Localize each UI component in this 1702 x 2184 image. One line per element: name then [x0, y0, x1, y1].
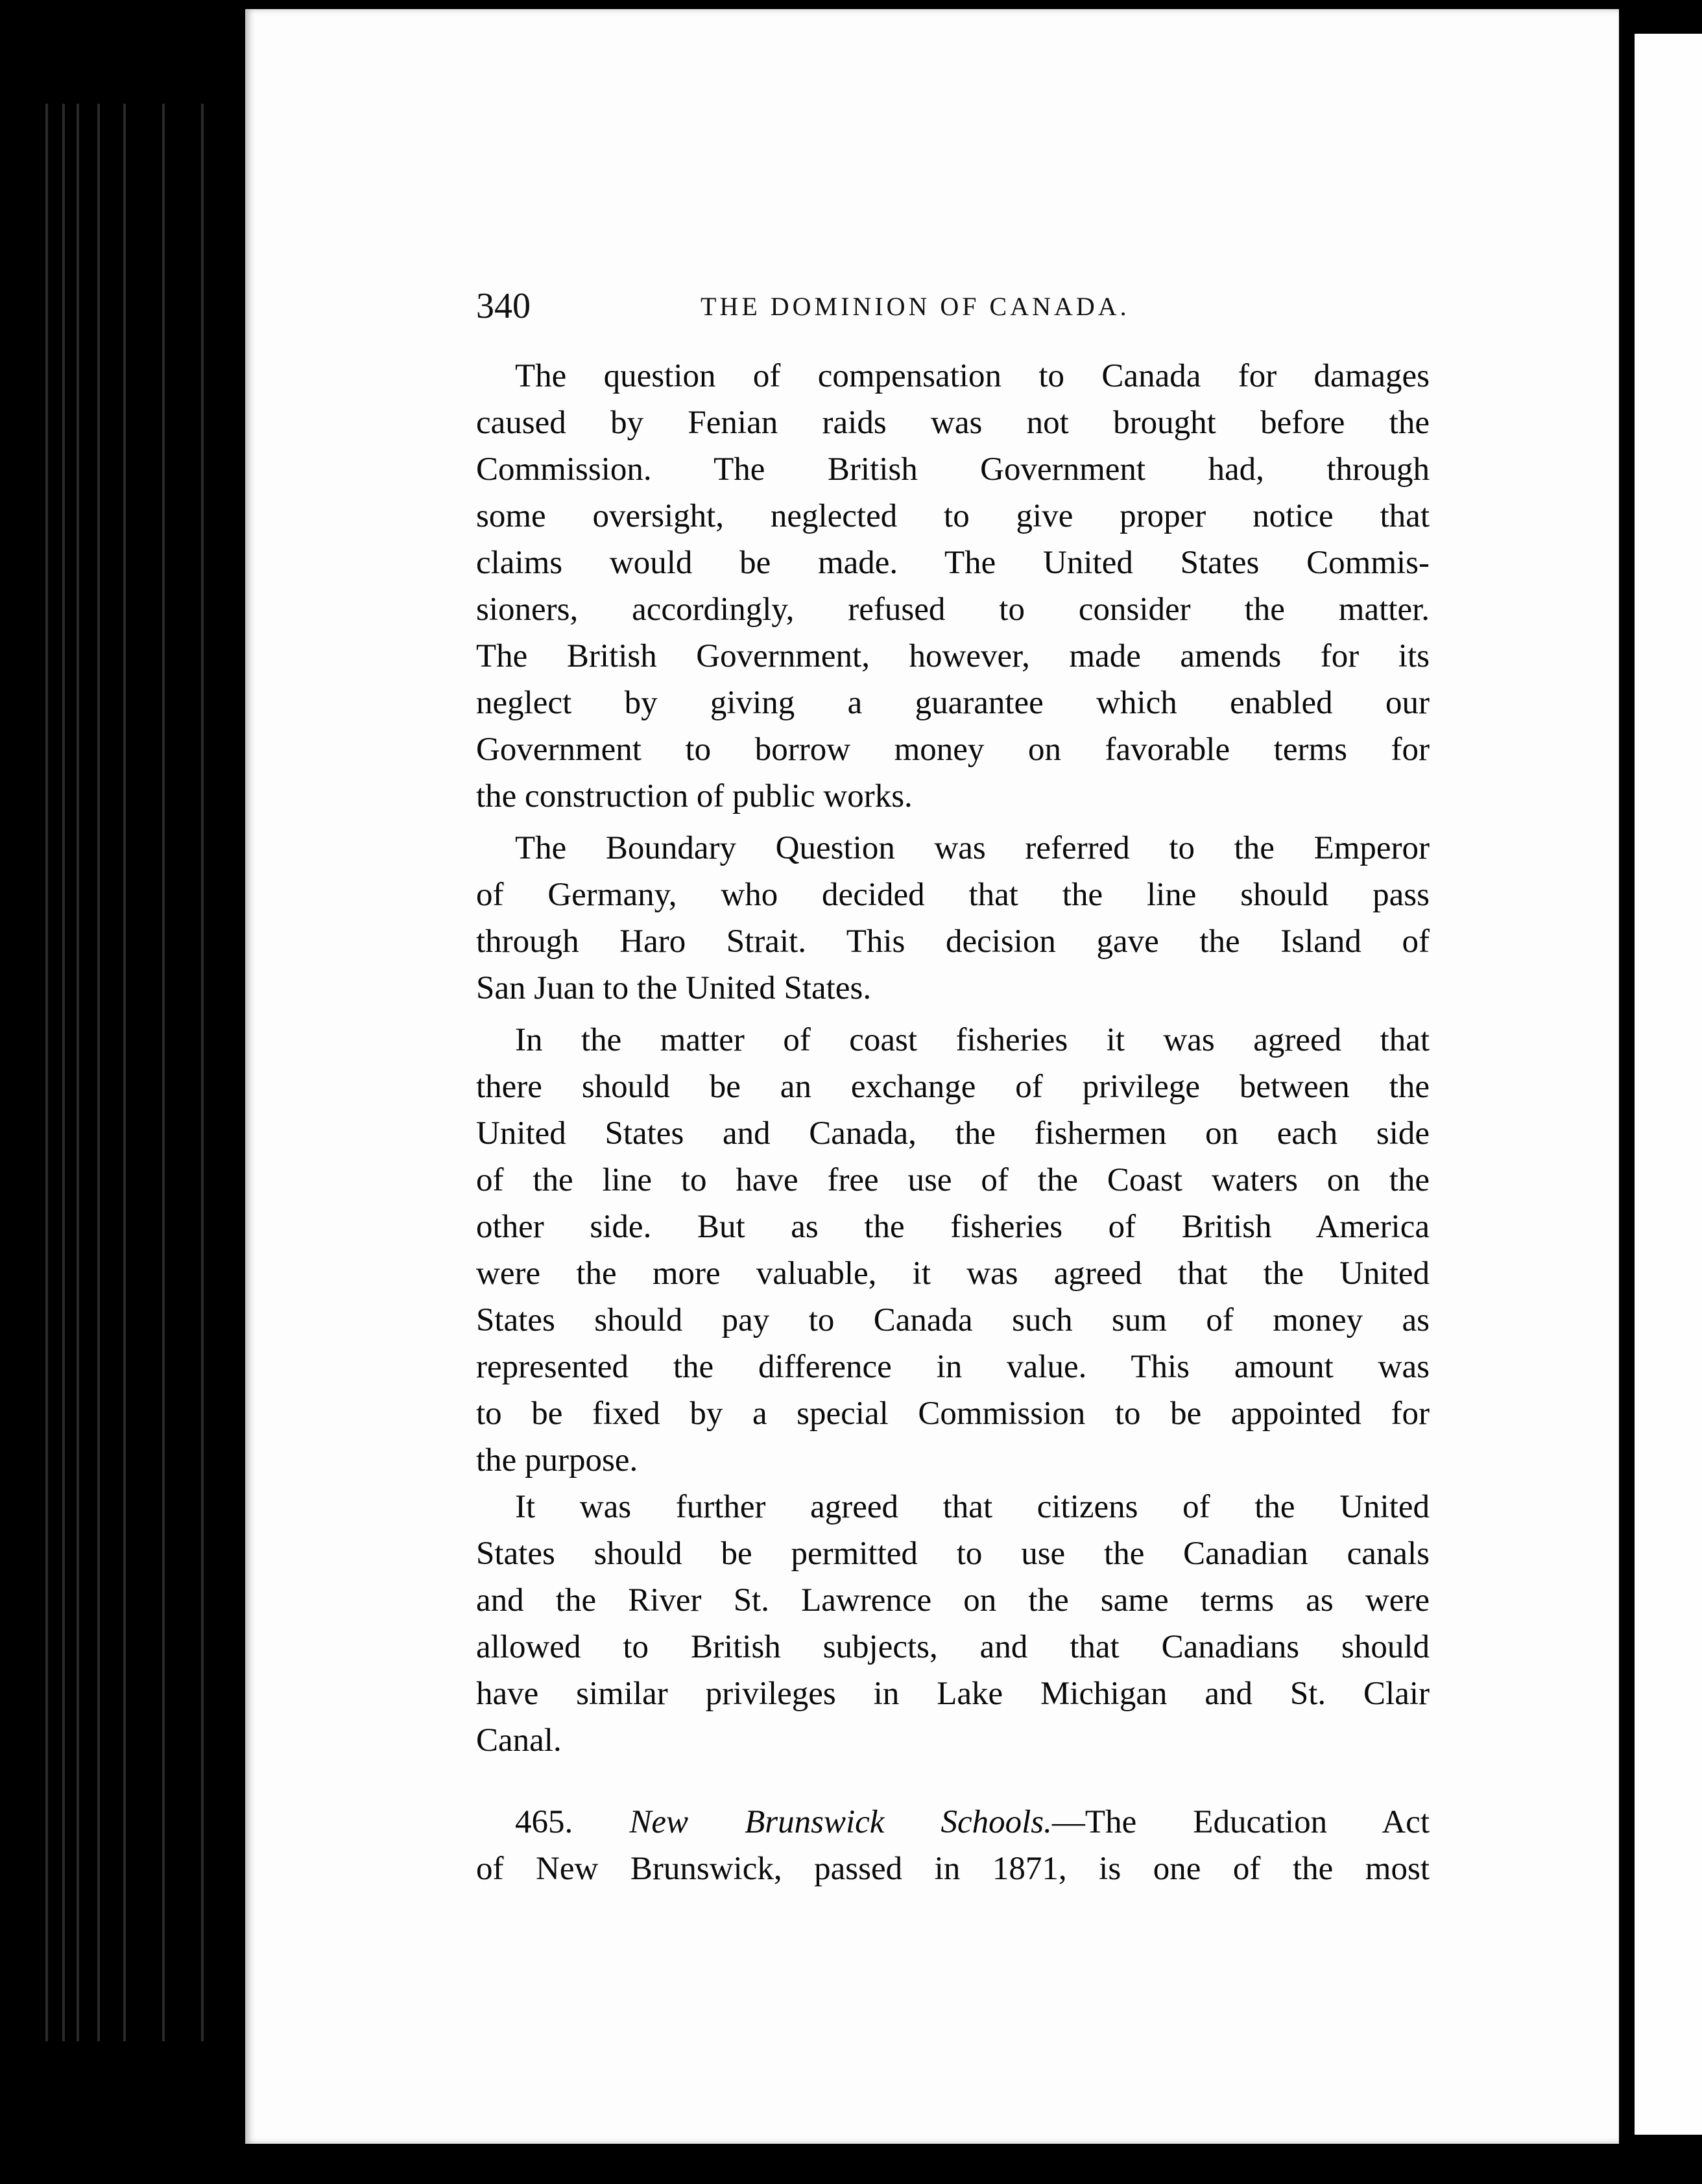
text-line: other side. But as the fisheries of British America [476, 1209, 1430, 1245]
section-465 [476, 1799, 1430, 1892]
running-title: THE DOMINION OF CANADA. [701, 292, 1130, 321]
page-edge-line [201, 104, 204, 2041]
text-line: sioners, accordingly, refused to consider the matter. [476, 591, 1430, 628]
text-line: to be fixed by a special Commission to be appointed for [476, 1395, 1430, 1432]
section-number: 465. [515, 1804, 573, 1840]
text-line: Commission. The British Government had, through [476, 451, 1430, 488]
page-number: 340 [476, 286, 531, 326]
text-line: the construction of public works. [476, 778, 913, 814]
text-line: the purpose. [476, 1442, 638, 1478]
text-line: of New Brunswick, passed in 1871, is one of the most [476, 1851, 1430, 1887]
paragraph-fisheries [476, 1017, 1430, 1484]
section-title: New Brunswick Schools. [629, 1804, 1052, 1840]
text-line: represented the difference in value. This amount was [476, 1349, 1430, 1385]
paragraph-canals [476, 1484, 1430, 1764]
text-line: allowed to British subjects, and that Canadians should [476, 1629, 1430, 1665]
body-text [476, 353, 1430, 1892]
text-line: In the matter of coast fisheries it was agreed that [515, 1022, 1430, 1058]
text-line: The Boundary Question was referred to the Emperor [515, 830, 1430, 866]
text-line: States should be permitted to use the Canadian canals [476, 1536, 1430, 1572]
book-binding-edge [0, 0, 246, 2184]
section-heading-line [476, 1799, 1430, 1846]
text-line: Government to borrow money on favorable terms for [476, 731, 1430, 768]
adjacent-page-edge [1635, 34, 1702, 2135]
text-line: caused by Fenian raids was not brought before the [476, 405, 1430, 441]
text-line: San Juan to the United States. [476, 970, 872, 1006]
running-header [476, 280, 1203, 332]
section-first-line-text: —The Education Act [1051, 1804, 1430, 1840]
text-line: of the line to have free use of the Coast waters on the [476, 1162, 1430, 1198]
text-line: were the more valuable, it was agreed that the United [476, 1255, 1430, 1292]
paragraph-boundary-question [476, 825, 1430, 1012]
text-line: The question of compensation to Canada for damages [515, 358, 1430, 394]
text-line: neglect by giving a guarantee which enabled our [476, 685, 1430, 721]
text-line: Canal. [476, 1722, 562, 1759]
text-line: there should be an exchange of privilege between the [476, 1069, 1430, 1105]
page-edge-line [45, 104, 48, 2041]
text-line: of Germany, who decided that the line should pass [476, 877, 1430, 913]
text-line: States should pay to Canada such sum of money as [476, 1302, 1430, 1338]
page-edge-line [123, 104, 126, 2041]
page-edge-line [77, 104, 79, 2041]
page-edge-line [97, 104, 100, 2041]
page-gutter [1619, 26, 1635, 2140]
page-edge-line [162, 104, 165, 2041]
text-line: have similar privileges in Lake Michigan and St. Clair [476, 1676, 1430, 1712]
paragraph-compensation [476, 353, 1430, 820]
text-line: and the River St. Lawrence on the same terms as were [476, 1582, 1430, 1619]
text-line: United States and Canada, the fishermen on each side [476, 1115, 1430, 1152]
text-line: It was further agreed that citizens of the United [515, 1489, 1430, 1525]
text-line: some oversight, neglected to give proper notice that [476, 498, 1430, 534]
page-edge-line [62, 104, 65, 2041]
text-line: claims would be made. The United States Commis- [476, 545, 1430, 581]
text-line: The British Government, however, made amends for its [476, 638, 1430, 674]
text-line: through Haro Strait. This decision gave the Island of [476, 923, 1430, 960]
